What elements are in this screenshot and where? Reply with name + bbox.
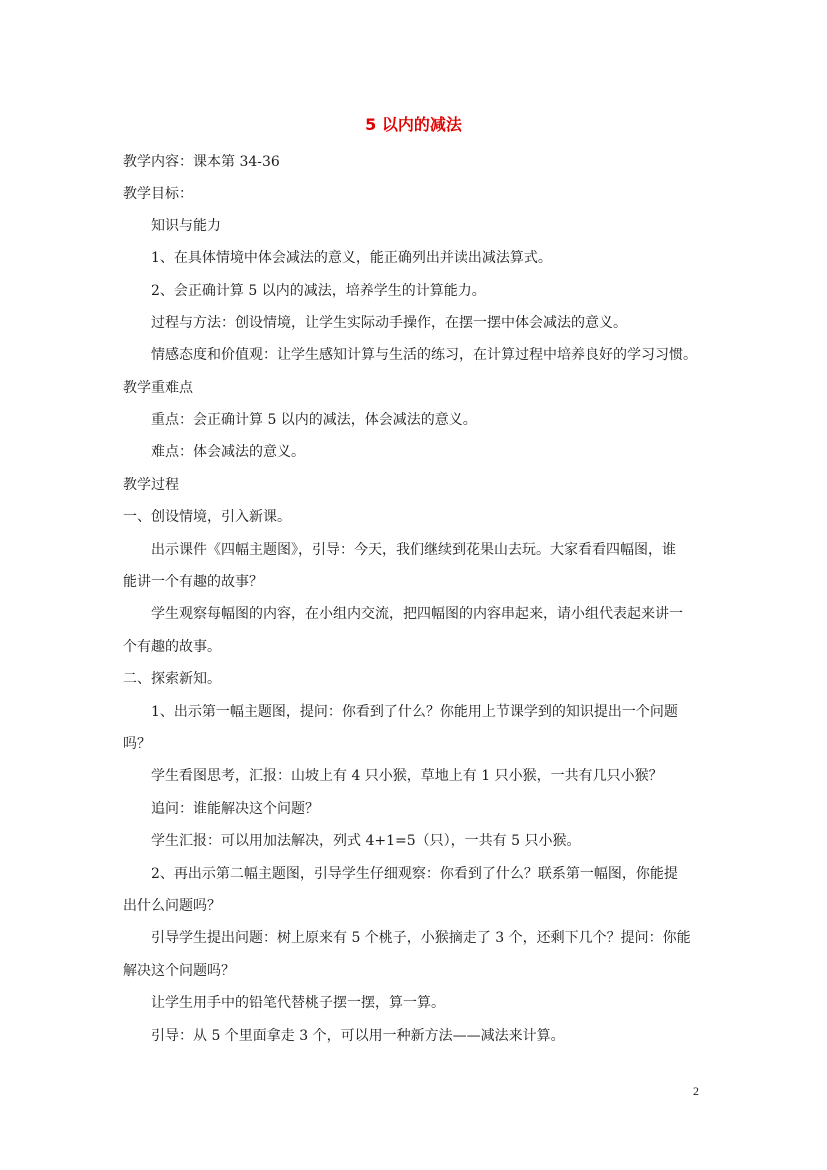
paragraph-line: 个有趣的故事。 [123, 639, 221, 655]
paragraph-line: 教学过程 [123, 477, 179, 493]
page-title: 5 以内的减法 [365, 115, 462, 134]
paragraph-line: 过程与方法：创设情境，让学生实际动手操作，在摆一摆中体会减法的意义。 [151, 315, 627, 331]
paragraph-line: 教学重难点 [123, 380, 193, 396]
paragraph-line: 教学内容：课本第 34-36 [123, 154, 280, 170]
page-number: 2 [693, 1084, 699, 1098]
paragraph-line: 出什么问题吗？ [123, 898, 221, 914]
paragraph-line: 吗？ [123, 736, 151, 752]
paragraph-line: 能讲一个有趣的故事？ [123, 574, 263, 590]
paragraph-line: 知识与能力 [151, 218, 221, 234]
paragraph-line: 情感态度和价值观：让学生感知计算与生活的练习，在计算过程中培养良好的学习习惯。 [151, 347, 697, 363]
paragraph-line: 引导学生提出问题：树上原来有 5 个桃子，小猴摘走了 3 个，还剩下几个？提问：你能 [151, 930, 691, 946]
paragraph-line: 2、再出示第二幅主题图，引导学生仔细观察：你看到了什么？联系第一幅图，你能提 [151, 866, 678, 882]
paragraph-line: 学生看图思考，汇报：山坡上有 4 只小猴，草地上有 1 只小猴，一共有几只小猴？ [151, 768, 663, 784]
paragraph-line: 教学目标： [123, 186, 193, 202]
paragraph-line: 二、探索新知。 [123, 671, 221, 687]
paragraph-line: 解决这个问题吗？ [123, 963, 235, 979]
paragraph-line: 学生观察每幅图的内容，在小组内交流，把四幅图的内容串起来，请小组代表起来讲一 [151, 606, 683, 622]
paragraph-line: 重点：会正确计算 5 以内的减法，体会减法的意义。 [151, 412, 477, 428]
paragraph-line: 1、出示第一幅主题图，提问：你看到了什么？你能用上节课学到的知识提出一个问题 [151, 704, 678, 720]
paragraph-line: 难点：体会减法的意义。 [151, 444, 305, 460]
paragraph-line: 一、创设情境，引入新课。 [123, 509, 291, 525]
paragraph-line: 让学生用手中的铅笔代替桃子摆一摆，算一算。 [151, 995, 445, 1011]
paragraph-line: 学生汇报：可以用加法解决，列式 4+1=5（只），一共有 5 只小猴。 [151, 833, 581, 849]
paragraph-line: 出示课件《四幅主题图》，引导：今天，我们继续到花果山去玩。大家看看四幅图，谁 [151, 542, 676, 558]
paragraph-line: 追问：谁能解决这个问题？ [151, 801, 319, 817]
paragraph-line: 引导：从 5 个里面拿走 3 个，可以用一种新方法——减法来计算。 [151, 1028, 565, 1044]
paragraph-line: 1、在具体情境中体会减法的意义，能正确列出并读出减法算式。 [151, 250, 552, 266]
paragraph-line: 2、会正确计算 5 以内的减法，培养学生的计算能力。 [151, 283, 486, 299]
